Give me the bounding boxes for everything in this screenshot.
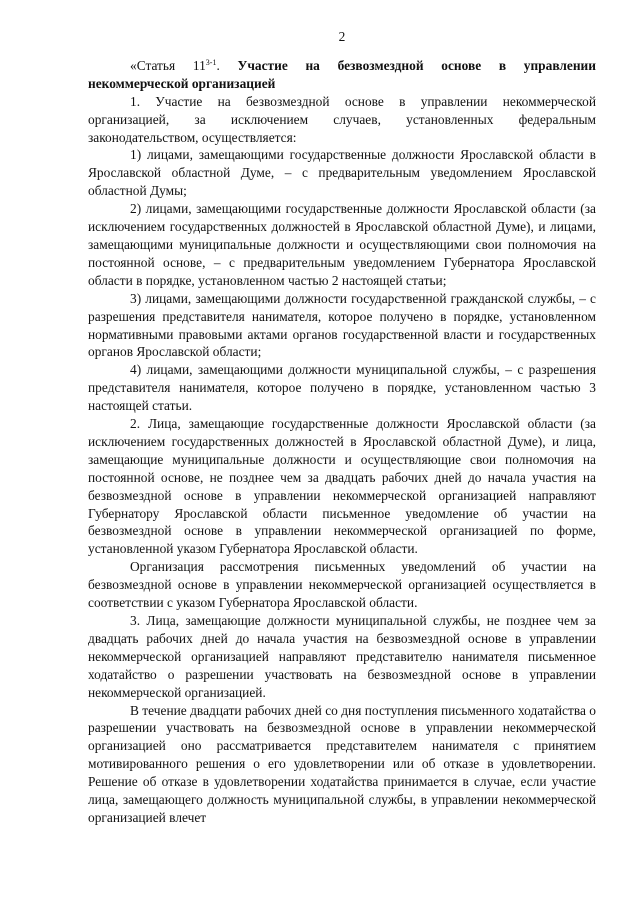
paragraph-part-2: 2. Лица, замещающие государственные должности Ярославской области (за исключением государственных должностей в Ярославской областной Думе), и лица, замещающие муниципальные должности и осуществляющие свои полномочия на постоянной основе, не позднее чем за двадцать рабочих дней до начала участия на безвозмездной основе в управлении некоммерческой организацией направляют Губернатору Ярославской области письменное уведомление об участии на безвозмездной основе в управлении некоммерческой организацией по форме, установленной указом Губернатора Ярославской области. [88, 416, 596, 557]
paragraph-part-3: 3. Лица, замещающие должности муниципальной службы, не позднее чем за двадцать рабочих дней до начала участия на безвозмездной основе в управлении некоммерческой организацией направляют представителю нанимателя письменное ходатайство о разрешении участвовать на безвозмездной основе в управлении некоммерческой организацией. [88, 613, 596, 700]
paragraph-part-2-organization: Организация рассмотрения письменных уведомлений об участии на безвозмездной основе в управлении некоммерческой организацией осуществляется в соответствии с указом Губернатора Ярославской области. [88, 559, 596, 611]
article-prefix: «Статья 11 [130, 57, 206, 73]
document-page [88, 28, 596, 827]
page-number: 2 [338, 29, 346, 44]
paragraph-item-3: 3) лицами, замещающими должности государственной гражданской службы, – с разрешения представителя нанимателя, которое получено в порядке, установленном нормативными правовыми актами органов государственной власти и государственных органов Ярославской области; [88, 290, 596, 360]
paragraph-part-3-review: В течение двадцати рабочих дней со дня поступления письменного ходатайства о разрешении участвовать на безвозмездной основе в управлении некоммерческой организацией оно рассматривается представителем нанимателя с принятием мотивированного решения о его удовлетворении или об отказе в удовлетворении. Решение об отказе в удовлетворении ходатайства принимается в случае, если участие лица, замещающего должность муниципальной службы, в управлении некоммерческой организацией влечет [88, 702, 596, 825]
article-title: Участие на безвозмездной основе в управлении некоммерческой организацией [88, 57, 596, 91]
paragraph-item-2: 2) лицами, замещающими государственные должности Ярославской области (за исключением государственных должностей в Ярославской областной Думе), и лицами, замещающими муниципальные должности и осуществляющими свои полномочия на постоянной основе, – с предварительным уведомлением Губернатора Ярославской области в порядке, установленном частью 2 настоящей статьи; [88, 201, 596, 288]
paragraph-item-4: 4) лицами, замещающими должности муниципальной службы, – с разрешения представителя нанимателя, которое получено в порядке, установленном частью 3 настоящей статьи. [88, 362, 596, 414]
article-suffix: . [216, 57, 220, 73]
paragraph-item-1: 1) лицами, замещающими государственные должности Ярославской области в Ярославской областной Думе, – с предварительным уведомлением Ярославской областной Думы; [88, 147, 596, 199]
article-heading [88, 57, 596, 93]
paragraph-part-1: 1. Участие на безвозмездной основе в управлении некоммерческой организацией, за исключением случаев, установленных федеральным законодательством, осуществляется: [88, 93, 596, 145]
article-number-superscript: 3-1 [205, 57, 217, 67]
